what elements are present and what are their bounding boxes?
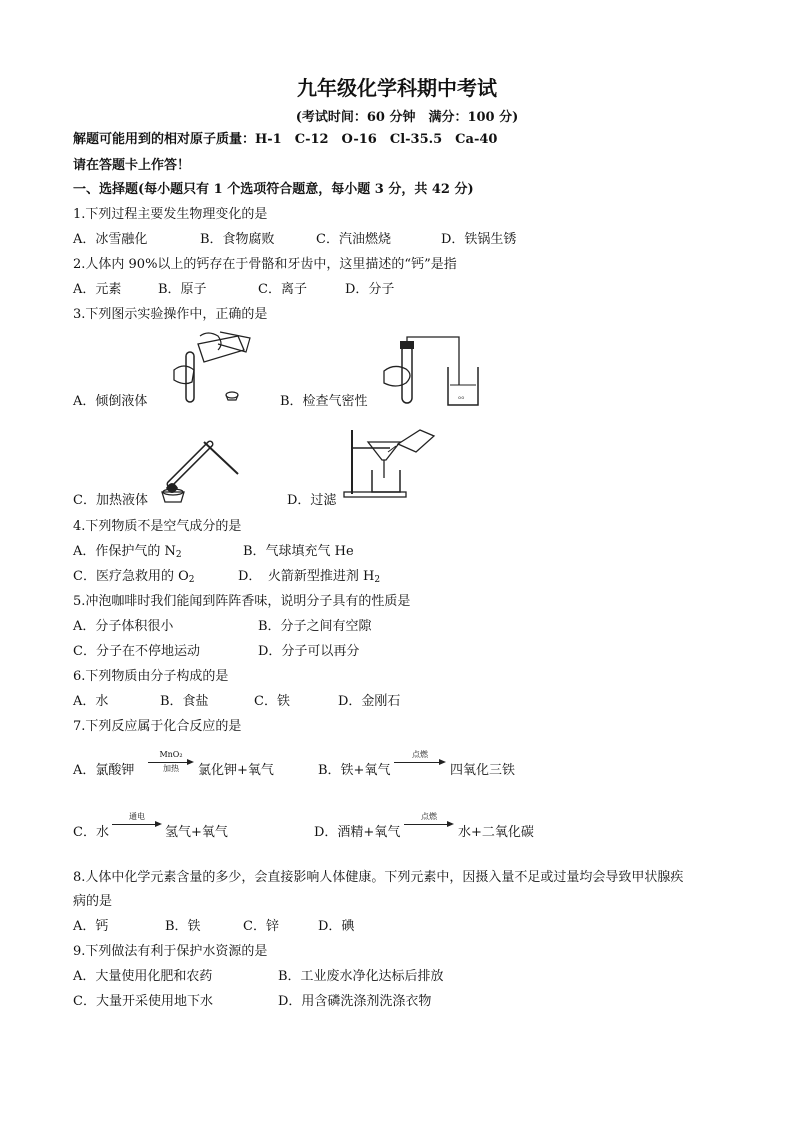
q5-option-c: C．分子在不停地运动 [73, 644, 200, 659]
q7-option-a-product: 氯化钾+氧气 [198, 763, 274, 778]
exam-subtitle: (考试时间：60 分钟 满分：100 分) [295, 110, 519, 125]
q1-option-b: B．食物腐败 [200, 232, 275, 247]
q9-option-b: B．工业废水净化达标后排放 [278, 969, 444, 984]
q4-option-d: D． 火箭新型推进剂 $H_2$ [238, 569, 381, 585]
q5-option-a: A．分子体积很小 [73, 619, 174, 634]
q2-option-b: B．原子 [158, 282, 207, 297]
q7-option-b-condition: 点燃 [412, 750, 428, 759]
q9-option-c: C．大量开采使用地下水 [73, 994, 213, 1009]
q1-option-c: C．汽油燃烧 [316, 232, 391, 247]
q9-option-d: D．用含磷洗涤剂洗涤衣物 [278, 994, 432, 1009]
q7-option-d-arrow [404, 812, 454, 838]
q7-option-d-condition: 点燃 [421, 812, 437, 821]
q2-stem: 2.人体内 90%以上的钙存在于骨骼和牙齿中，这里描述的“钙”是指 [73, 257, 457, 272]
q7-option-c-arrow [112, 812, 162, 838]
q6-option-d: D．金刚石 [338, 694, 401, 709]
q1-option-d: D．铁锅生锈 [441, 232, 517, 247]
q9-stem: 9.下列做法有利于保护水资源的是 [73, 944, 268, 959]
q5-option-d: D．分子可以再分 [258, 644, 360, 659]
q1-stem: 1.下列过程主要发生物理变化的是 [73, 207, 268, 222]
pour-liquid-illustration [160, 330, 260, 410]
q3-option-a: A．倾倒液体 [73, 394, 148, 409]
q8-stem-line2: 病的是 [73, 894, 113, 909]
q6-option-a: A．水 [73, 694, 109, 709]
q6-option-c: C．铁 [254, 694, 290, 709]
q4-stem: 4.下列物质不是空气成分的是 [73, 519, 242, 534]
q7-option-d-product: 水+二氧化碳 [458, 825, 534, 840]
q2-option-a: A．元素 [73, 282, 122, 297]
atomic-masses: 解题可能用到的相对原子质量：H-1 C-12 O-16 Cl-35.5 Ca-40 [73, 132, 498, 147]
q5-option-b: B．分子之间有空隙 [258, 619, 372, 634]
airtightness-illustration [378, 333, 498, 413]
q4-option-c: C．医疗急救用的 $O_2$ [73, 569, 195, 585]
q5-stem: 5.冲泡咖啡时我们能闻到阵阵香味，说明分子具有的性质是 [73, 594, 411, 609]
q8-option-a: A．钙 [73, 919, 109, 934]
q6-option-b: B．食盐 [160, 694, 209, 709]
q3-stem: 3.下列图示实验操作中，正确的是 [73, 307, 268, 322]
q7-stem: 7.下列反应属于化合反应的是 [73, 719, 242, 734]
q8-option-b: B．铁 [165, 919, 201, 934]
q7-option-b-reactant: B．铁+氧气 [318, 763, 391, 778]
q2-option-d: D．分子 [345, 282, 395, 297]
q4-option-b: B．气球填充气 He [243, 544, 354, 559]
instruction: 请在答题卡上作答！ [73, 158, 191, 173]
q7-option-c-product: 氢气+氧气 [165, 825, 228, 840]
svg-text:ₒₒ: ₒₒ [458, 392, 465, 401]
q2-option-c: C．离子 [258, 282, 307, 297]
q7-option-c-reactant: C．水 [73, 825, 109, 840]
q7-option-d-reactant: D．酒精+氧气 [314, 825, 401, 840]
q9-option-a: A．大量使用化肥和农药 [73, 969, 213, 984]
q3-option-b: B．检查气密性 [280, 394, 368, 409]
heating-liquid-illustration [160, 426, 250, 506]
q7-option-b-arrow [394, 750, 446, 776]
q7-option-c-condition: 通电 [129, 812, 145, 821]
exam-title: 九年级化学科期中考试 [297, 76, 497, 100]
q3-option-d: D．过滤 [287, 493, 337, 508]
q8-stem-line1: 8.人体中化学元素含量的多少，会直接影响人体健康。下列元素中，因摄入量不足或过量均会导致甲状腺疾 [73, 870, 684, 885]
q4-option-a: A．作保护气的 $N_2$ [73, 544, 182, 560]
section-heading: 一、选择题(每小题只有 1 个选项符合题意，每小题 3 分，共 42 分) [73, 182, 474, 197]
q7-option-a-condition-bottom: 加热 [163, 764, 179, 773]
q8-option-d: D．碘 [318, 919, 355, 934]
q7-option-a-condition-top: MnO₂ [159, 750, 183, 759]
q7-option-b-product: 四氧化三铁 [450, 763, 516, 778]
q8-option-c: C．锌 [243, 919, 279, 934]
q6-stem: 6.下列物质由分子构成的是 [73, 669, 229, 684]
q7-option-a-arrow [148, 750, 194, 776]
q7-option-a-reactant: A．氯酸钾 [73, 763, 135, 778]
q3-option-c: C．加热液体 [73, 493, 148, 508]
q1-option-a: A．冰雪融化 [73, 232, 148, 247]
filtration-illustration [340, 426, 440, 500]
